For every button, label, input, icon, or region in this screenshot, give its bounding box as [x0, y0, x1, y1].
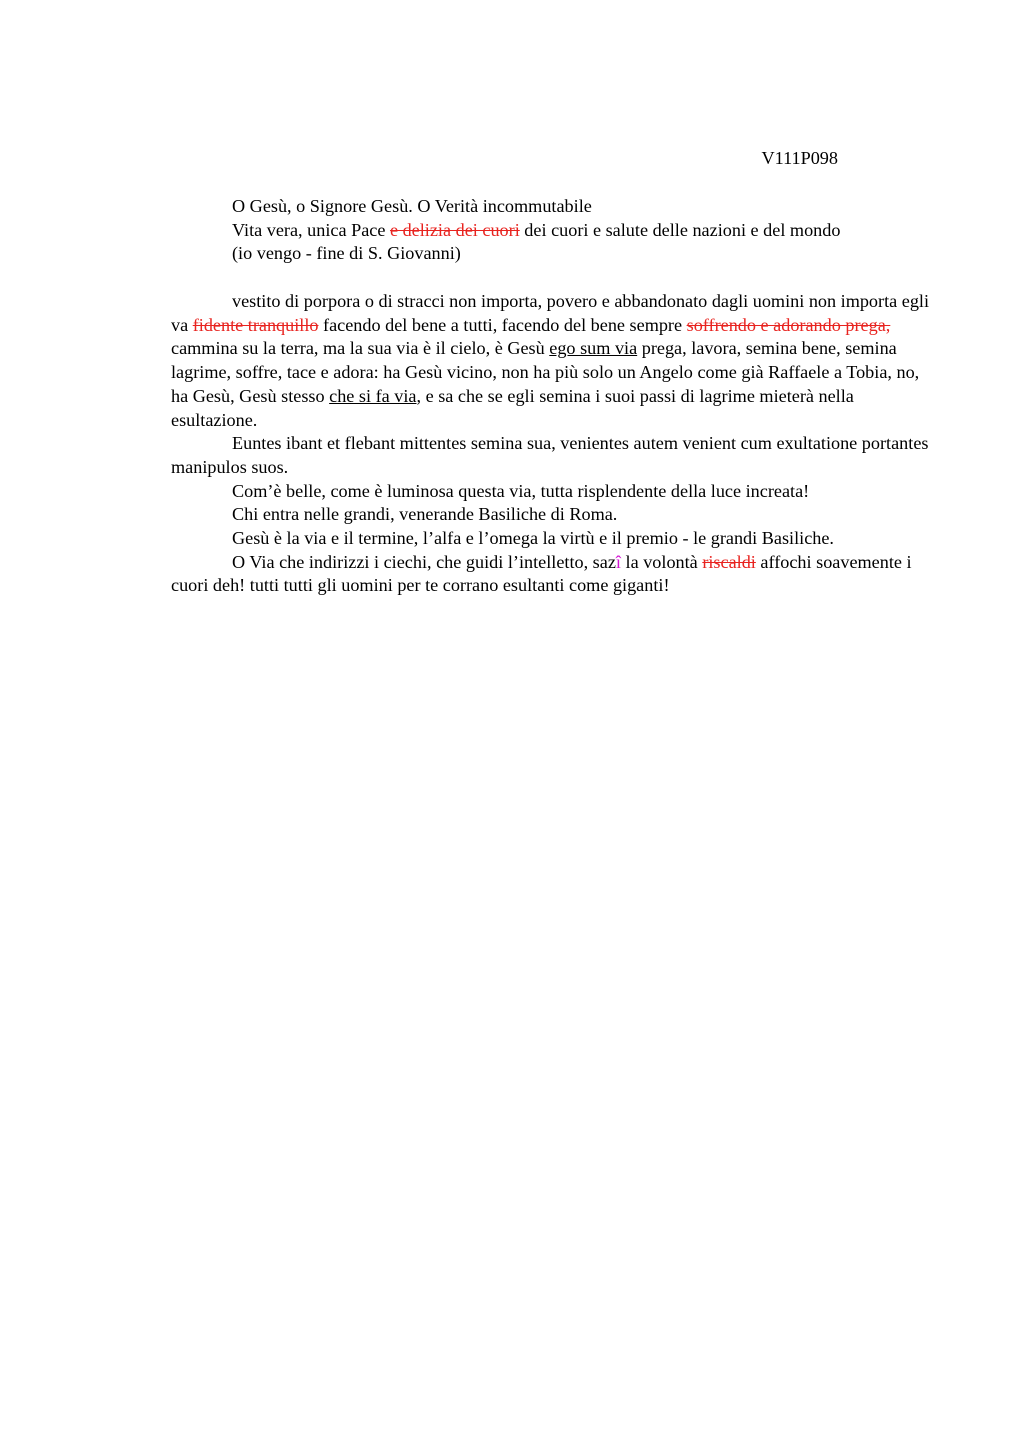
intro-line-2-text-b: dei cuori e salute delle nazioni e del mondo — [519, 219, 841, 240]
p6-text-c: affochi soavemente i cuori deh! tutti tutti gli uomini per te corrano esultanti come giganti! — [171, 551, 912, 596]
underlined-text: che si fa via — [329, 385, 417, 406]
deleted-text: e delizia dei cuori — [389, 219, 520, 240]
paragraph-1 — [171, 290, 931, 432]
intro-line-2 — [171, 219, 931, 243]
underlined-text: ego sum via — [549, 338, 638, 359]
paragraph-4: Chi entra nelle grandi, venerande Basiliche di Roma. — [232, 504, 618, 525]
paragraph-3: Com’è belle, come è luminosa questa via, tutta risplendente della luce increata! — [232, 480, 810, 501]
intro-block — [171, 195, 931, 266]
paragraph-5: Gesù è la via e il termine, l’alfa e l’omega la virtù e il premio - le grandi Basiliche. — [232, 528, 834, 549]
paragraph-6 — [171, 551, 931, 598]
intro-line-1: O Gesù, o Signore Gesù. O Verità incommutabile — [232, 196, 592, 216]
p6-text-a: O Via che indirizzi i ciechi, che guidi l’intelletto, saz — [232, 551, 616, 572]
p1-text-d: prega, lavora, semina bene, semina lagrime, soffre, tace e adora: ha Gesù vicino, non ha più solo un Angelo come già Raffaele a Tobia, no, ha Gesù, Gesù stesso — [171, 338, 920, 406]
intro-line-2-text-a: Vita vera, unica Pace — [232, 219, 390, 240]
document-id: V111P098 — [761, 148, 838, 168]
p6-text-b: la volontà — [620, 551, 703, 572]
body-block — [171, 290, 931, 598]
paragraph-2: Euntes ibant et flebant mittentes semina sua, venientes autem venient cum exultatione portantes manipulos suos. — [171, 433, 929, 477]
deleted-text: soffrendo e adorando prega, — [686, 314, 891, 335]
p1-text-a: vestito di porpora o di stracci non importa, povero e abbandonato dagli uomini non importa egli va — [171, 291, 930, 335]
deleted-text: fidente tranquillo — [192, 314, 319, 335]
p1-text-e: , e sa che se egli semina i suoi passi di lagrime mieterà nella esultazione. — [171, 385, 854, 430]
inserted-text: î — [615, 551, 621, 572]
deleted-text: riscaldi — [702, 551, 756, 572]
p1-text-c: cammina su la terra, ma la sua via è il cielo, è Gesù — [171, 338, 550, 359]
p1-text-b: facendo del bene a tutti, facendo del bene sempre — [318, 314, 687, 335]
intro-line-3: (io vengo - fine di S. Giovanni) — [232, 243, 461, 264]
